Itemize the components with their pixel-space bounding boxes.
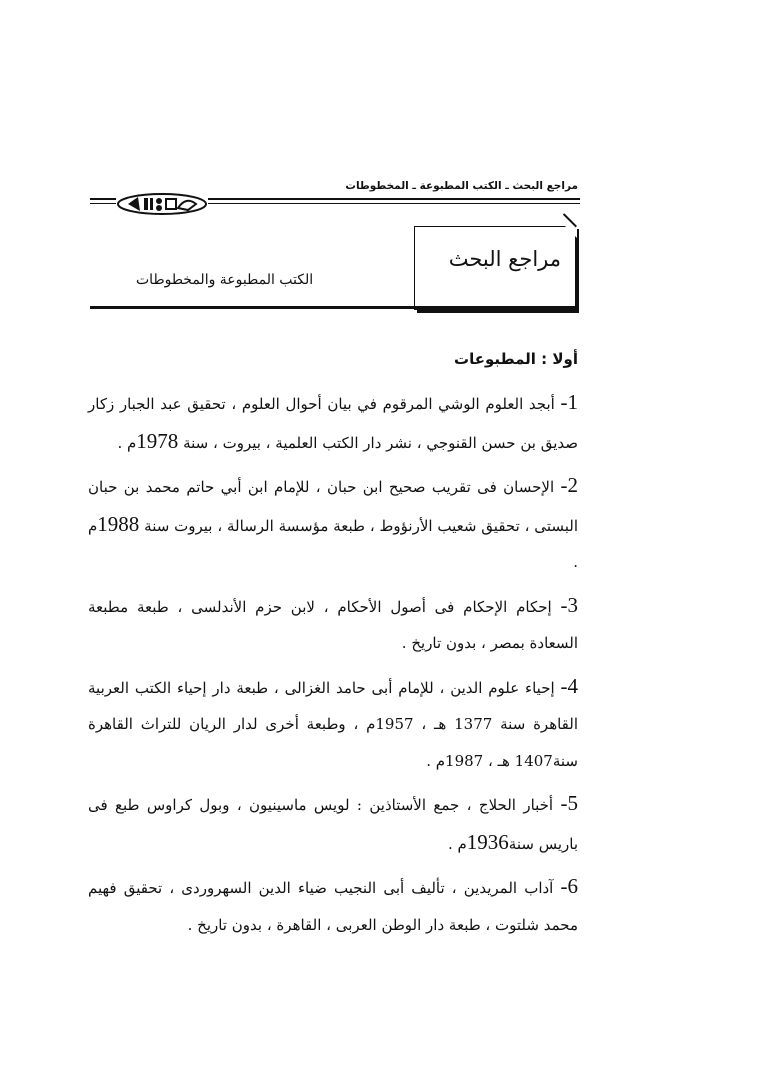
entry-year: 1978: [136, 428, 179, 453]
entry-tail: م .: [117, 433, 137, 452]
entry-year: 1988: [97, 511, 140, 536]
entry-number: 2-: [560, 473, 579, 497]
reference-entry: [88, 868, 578, 943]
running-head: مراجع البحث ـ الكتب المطبوعة ـ المخطوطات: [345, 180, 578, 192]
entry-text: أخبار الحلاج ، جمع الأستاذين : لويس ماسينيون ، وبول كراوس طبع فى باريس سنة: [88, 796, 578, 853]
entry-number: 1-: [560, 390, 578, 414]
page-title-box: [414, 226, 576, 310]
entry-text: الإحسان فى تقريب صحيح ابن حبان ، للإمام ابن أبي حاتم محمد بن حبان البستى ، تحقيق شعيب الأرنؤوط ، طبعة مؤسسة الرسالة ، بيروت سنة: [88, 478, 578, 535]
entry-number: 6-: [560, 874, 578, 898]
entry-tail: م .: [447, 834, 467, 853]
reference-entry: [88, 587, 578, 662]
entry-year: 1936: [466, 829, 509, 854]
title-underline: [90, 306, 576, 309]
reference-entry: [88, 384, 578, 461]
reference-entry: [88, 668, 578, 780]
entry-number: 4-: [560, 673, 578, 698]
entry-text: أبجد العلوم الوشي المرقوم في بيان أحوال العلوم ، تحقيق عبد الجبار زكار صديق بن حسن القنوجي ، نشر دار الكتب العلمية ، بيروت ، سنة: [88, 395, 578, 452]
page-subtitle: الكتب المطبوعة والمخطوطات: [136, 272, 314, 288]
entry-number: 5-: [560, 791, 578, 815]
reference-entry: [88, 467, 578, 581]
reference-entry: [88, 785, 578, 862]
entry-text: آداب المريدين ، تأليف أبى النجيب ضياء الدين السهروردى ، تحقيق فهيم محمد شلتوت ، طبعة دار الوطن العربى ، القاهرة ، بدون تاريخ .: [88, 879, 578, 934]
entry-tail: م .: [88, 516, 578, 571]
references-list: [88, 384, 578, 949]
entry-text: إحكام الإحكام فى أصول الأحكام ، لابن حزم الأندلسى ، طبعة مطبعة السعادة بمصر ، بدون تاريخ .: [88, 597, 578, 652]
page-title: مراجع البحث: [448, 247, 561, 271]
entry-text: إحياء علوم الدين ، للإمام أبى حامد الغزالى ، طبعة دار إحياء الكتب العربية القاهرة سنة 1377 هـ ، 1957م ، وطبعة أخرى لدار الريان للتراث القاهرة سنة1407 هـ ، 1987م .: [88, 678, 579, 770]
book-ornament-icon: [116, 192, 208, 216]
section-heading: أولا : المطبوعات: [454, 350, 578, 368]
entry-number: 3-: [560, 592, 578, 617]
